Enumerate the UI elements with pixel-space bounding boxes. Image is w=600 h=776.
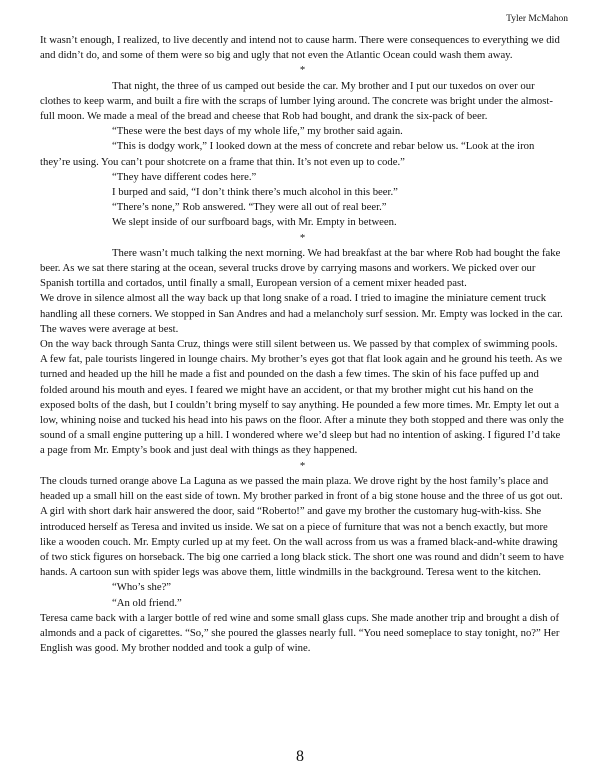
paragraph: I burped and said, “I don’t think there’s much alcohol in this beer.” — [112, 186, 398, 199]
paragraph: We slept inside of our surfboard bags, with Mr. Empty in between. — [112, 216, 397, 229]
paragraph: “There’s none,” Rob answered. “They were all out of real beer.” — [112, 201, 387, 214]
paragraph: “This is dodgy work,” I looked down at the mess of concrete and rebar below us. “Look at the iron they’re using. You can’t pour shotcrete on a frame that thin. It’s not even up to code.” — [40, 140, 535, 168]
paragraph: It wasn’t enough, I realized, to live decently and intend not to cause harm. There were consequences to everything we did and didn’t do, and some of them were so big and ugly that not even the Atlantic Ocean could wash them away. — [40, 34, 560, 62]
paragraph: Teresa came back with a larger bottle of red wine and some small glass cups. She made another trip and brought a dish of almonds and a pack of cigarettes. “So,” she poured the glasses nearly full. “You need someplace to stay tonight, no?” Her English was good. My brother nodded and took a gulp of wine. — [40, 611, 560, 655]
section-separator: * — [299, 459, 306, 472]
paragraph: We drove in silence almost all the way back up that long snake of a road. I tried to imagine the miniature cement truck handling all these corners. We stopped in San Andres and had a melancholy surf session. Mr. Empty was locked in the car. The waves were average at best. — [40, 292, 563, 335]
page-number: 8 — [296, 748, 304, 765]
running-header-author: Tyler McMahon — [506, 14, 568, 24]
paragraph: On the way back through Santa Cruz, things were still silent between us. We passed by that complex of swimming pools. A few fat, pale tourists lingered in lounge chairs. My brother’s eyes got that flat look again and he ground his teeth. As we turned and headed up the hill he made a fist and pounded on the dash a few times. The skin of his face puffed up and folded around his mouth and eyes. I feared we might have an accident, or that my brother might cut his hand on the exposed bolts of the dash, but I couldn’t bring myself to say anything. He pounded a few more times. Mr. Empty let out a low, whining noise and tucked his head into his paws on the floor. After a minute they both stopped and there was only the sound of a small engine puttering up a hill. I wondered where we’d sleep but had no intention of asking. I figured I’d take a page from Mr. Empty’s book and just deal with things as they happened. — [40, 338, 564, 457]
paragraph: There wasn’t much talking the next morning. We had breakfast at the bar where Rob had bought the fake beer. As we sat there staring at the ocean, several trucks drove by carrying masons and workers. We picked over our Spanish tortilla and cortados, until finally a small, European version of a cement mixer headed past. — [40, 246, 561, 290]
section-separator: * — [299, 231, 306, 244]
paragraph: “They have different codes here.” — [112, 170, 257, 183]
paragraph: “These were the best days of my whole life,” my brother said again. — [112, 125, 403, 138]
paragraph: “An old friend.” — [112, 596, 182, 609]
paragraph: The clouds turned orange above La Laguna as we passed the main plaza. We drove right by the host family’s place and headed up a small hill on the east side of town. My brother parked in front of a big stone house and the three of us got out. — [40, 474, 563, 503]
paragraph: A girl with short dark hair answered the door, said “Roberto!” and gave my brother the customary hug-with-kiss. She introduced herself as Teresa and invited us inside. We sat on a piece of furniture that was not a bench exactly, but more like a wooden couch. Mr. Empty curled up at my feet. On the wall across from us was a framed black-and-white drawing of two stick figures on horseback. The big one carried a long black stick. The short one was round and didn’t seem to have hands. A cartoon sun with spider legs was above them, little windmills in the background. Teresa went to the kitchen. — [40, 505, 564, 579]
body-text — [40, 33, 565, 656]
section-separator: * — [299, 64, 306, 77]
paragraph: That night, the three of us camped out beside the car. My brother and I put our tuxedos on over our clothes to keep warm, and built a fire with the scraps of lumber lying around. The concrete was bright under the almost-full moon. We made a meal of the bread and cheese that Rob had bought, and drank the six-pack of beer. — [40, 79, 553, 123]
paragraph: “Who’s she?” — [112, 581, 172, 594]
